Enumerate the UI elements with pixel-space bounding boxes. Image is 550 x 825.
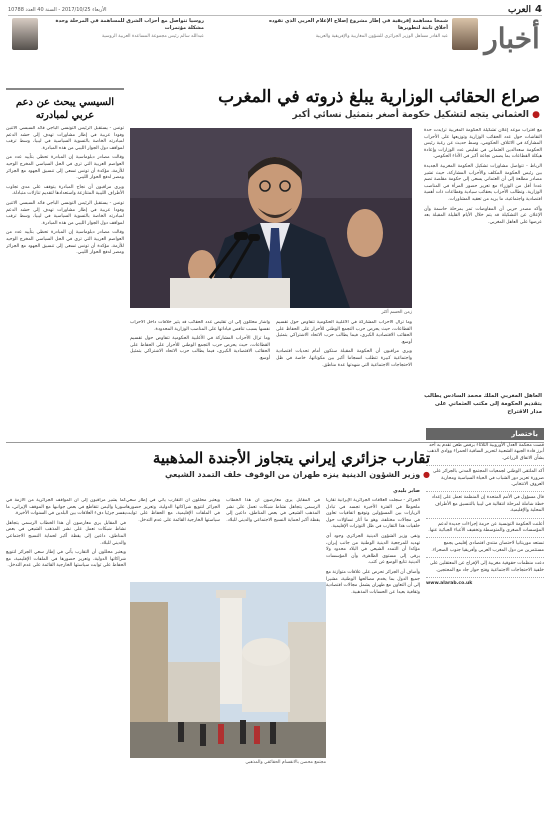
- brief-item[interactable]: دعت منظمات حقوقية مغربية إلى الإفراج عن المعتقلين على خلفية الاحتجاجات الاجتماعية وفتح حوار جاد مع المحتجين.: [426, 558, 544, 578]
- teaser-2[interactable]: [8, 18, 208, 50]
- story2-column-1: [326, 498, 420, 816]
- story2-paragraph: ويعتبر محللون أن التقارب يأتي في إطار سعي الجزائر لتنويع شراكاتها الدولية، وتعزيز حضورها في الملفات الإقليمية، مع الحفاظ على ثوابت سياستها الخارجية القائمة على عدم التدخل.: [126, 498, 220, 523]
- page-number: 4: [535, 4, 542, 15]
- brief-item[interactable]: قال مسؤول في الأمم المتحدة إن المنظمة تعمل على إعداد خطة شاملة لمرحلة انتقالية في ليبيا بالتنسيق مع الأطراف المحلية والإقليمية.: [426, 492, 544, 518]
- section-label: أخبار: [484, 22, 540, 55]
- story1-subhead: [150, 110, 540, 120]
- story1-photo: [130, 128, 412, 308]
- story2-paragraph: ويعتبر محللون أن التقارب يأتي في إطار سعي الجزائر لتنويع شراكاتها الدولية، وتعزيز حضورها في الملفات الإقليمية، مع الحفاظ على ثوابت سياستها الخارجية القائمة على عدم التدخل.: [6, 550, 126, 569]
- sidebar-paragraph: ويرى مراقبون أن نجاح المبادرة يتوقف على مدى تجاوب الأطراف الليبية المتنازعة واستعدادها لتقديم تنازلات متبادلة.: [6, 184, 124, 197]
- story1-paragraph: وأشار محللون إلى أن تقليص عدد الحقائب قد يثير خلافات داخل الأحزاب نفسها بسبب تنافس قياداتها على المناصب الوزارية المحدودة.: [130, 320, 270, 332]
- story2-paragraph: ونفى وزير الشؤون الدينية الجزائري وجود أي تهديد للمرجعية الدينية الوطنية من جانب إيران، مؤكدا أن التمدد الشيعي في البلاد محدود ولا يرقى إلى مستوى الظاهرة، وأن المؤسسات الدينية تتابع الوضع عن كثب.: [326, 533, 420, 566]
- teaser-1-sub: عبد القادر مساهل الوزير الجزائري للشؤون المغاربية والإفريقية والعربية: [315, 34, 448, 39]
- mosque-street-illustration: [130, 582, 326, 758]
- sidebar-headline[interactable]: السيسي يبحث عن دعم عربي لمبادرته: [15, 97, 115, 121]
- sidebar-paragraph: وقالت مصادر دبلوماسية إن المبادرة تحظى بتأييد عدد من العواصم العربية التي ترى في الحل السياسي المخرج الوحيد للأزمة، مؤكدة أن تونس تسعى إلى تنسيق الجهود مع الجزائر ومصر لدفع الحوار الليبي.: [6, 230, 124, 256]
- story1-paragraph: الرباط - تتواصل مشاورات تشكيل الحكومة المغربية الجديدة بين رئيس الحكومة المكلف والأحزاب المشاركة، حيث تشير مصادر مطلعة إلى أن العثماني يسعى إلى حكومة مقلصة تضم عددا أقل من الوزراء مع تعزيز حضور المرأة في المناصب الوزارية. وتطالب الأحزاب بحقائب سيادية وقطاعات ذات أهمية اقتصادية واجتماعية، ما يزيد من تعقيد المشاورات.: [424, 163, 542, 202]
- teaser-1[interactable]: [262, 18, 482, 50]
- story2-subhead-text: وزير الشؤون الدينية ينزه طهران من الوقوف خلف التمدد الشيعي: [164, 470, 421, 479]
- teaser-1-text: شمخا مساهمة إفريقية في إطار مشروع إصلاح الإعلام العربي الذي تقوده أخلاق ثابتة لتطويرها: [269, 18, 448, 31]
- teaser-2-sub: عبدالله سالم رئيس مجموعة المساعدة العربية الروسية: [101, 34, 204, 39]
- story2-column-3: [126, 498, 220, 578]
- story1-photo-caption: زمن الحسم أكثر: [381, 310, 412, 315]
- brand-name: العرب: [508, 4, 532, 15]
- story2-paragraph: في المقابل يرى معارضون أن هذا الخطاب الرسمي يتجاهل نشاط شبكات تعمل على نشر المذهب الشيعي في بعض المناطق، داعين إلى يقظة أكبر لحماية النسيج الاجتماعي والديني للبلاد.: [226, 498, 320, 523]
- teaser-1-portrait: [452, 18, 478, 50]
- sidebar-paragraph: وقالت مصادر دبلوماسية إن المبادرة تحظى بتأييد عدد من العواصم العربية التي ترى في الحل السياسي المخرج الوحيد للأزمة، مؤكدة أن تونس تسعى إلى تنسيق الجهود مع الجزائر ومصر لدفع الحوار الليبي.: [6, 155, 124, 181]
- sidebar-story: [6, 88, 124, 440]
- story2-photo: [130, 582, 326, 758]
- story2-headline[interactable]: تقارب جزائري إيراني يتجاوز الأجندة المذهبية: [152, 449, 430, 467]
- bullet-icon: ●: [420, 470, 430, 479]
- story2-byline: صابر بليدي: [393, 488, 420, 494]
- story1-subhead-text: العثماني يتجه لتشكيل حكومة أصغر بتمثيل نسائي أكبر: [292, 110, 529, 120]
- masthead-bar: [8, 4, 542, 16]
- bullet-icon: ●: [529, 110, 540, 120]
- brief-item[interactable]: تستعد موريتانيا لاحتضان منتدى اقتصادي إقليمي يجمع مستثمرين من دول المغرب العربي وأفريقيا جنوب الصحراء.: [426, 538, 544, 558]
- story1-quote: العاهل المغربي الملك محمد السادس يطالب بتقديم الحكومة إلى مكتب العثماني على مدار الاقتراح: [424, 393, 542, 415]
- story1-column-right: [424, 128, 542, 430]
- sidebar-paragraph: تونس - يستقبل الرئيس التونسي الباجي قائد السبسي الاثنين وفودا عربية في إطار مشاورات تهدف إلى حشد الدعم لمبادرته الخاصة بالتسوية السياسية في ليبيا، وسط ترقب لمواقف دول الجوار الليبي من هذه المبادرة.: [6, 126, 124, 151]
- dateline: الأربعاء 2017/10/25 - السنة 40 العدد 10788: [8, 6, 107, 13]
- story1-headline[interactable]: صراع الحقائب الوزارية يبلغ ذروته في المغرب: [218, 87, 540, 107]
- briefs-column: [426, 428, 544, 816]
- briefs-header: باختصار: [426, 428, 544, 440]
- story2-paragraph: وأضاف أن الجزائر تحرص على علاقات متوازنة مع جميع الدول بما يخدم مصالحها الوطنية، مشيرا إلى أن التعاون مع طهران يشمل مجالات اقتصادية وثقافية بعيدا عن الحسابات المذهبية.: [326, 569, 420, 595]
- teaser-2-portrait: [12, 18, 38, 50]
- story1-paragraph: ويرى مراقبون أن الحكومة المقبلة ستكون أمام تحديات اقتصادية واجتماعية كبيرة تتطلب انسجاما أكبر بين مكوناتها، خاصة في ظل الاحتجاجات الاجتماعية التي شهدتها عدة مناطق.: [276, 349, 412, 368]
- story1-paragraph: مع اقتراب موعد إعلان تشكيلة الحكومة المغربية تزايدت حدة النقاشات حول عدد الحقائب الوزارية وتوزيعها على الأحزاب المشاركة في الائتلاف الحكومي، وسط حديث عن رغبة رئيس الحكومة سعدالدين العثماني في تقليص عدد الوزارات وإعادة هيكلة القطاعات بما يضمن نجاعة أكبر في الأداء الحكومي.: [424, 128, 542, 160]
- story2-paragraph: الجزائر - سجلت العلاقات الجزائرية الإيرانية تقاربا ملحوظا في الفترة الأخيرة تجسد في تبادل الزيارات بين المسؤولين وتوقيع اتفاقيات تعاون في مجالات مختلفة، وهو ما أثار تساؤلات حول خلفيات هذا التقارب في ظل التوترات الإقليمية.: [326, 498, 420, 530]
- story1-paragraph: وأكد مصدر حزبي أن المفاوضات تمر بمرحلة حاسمة وأن الإعلان عن التشكيلة قد يتم خلال الأيام القليلة المقبلة بعد عرضها على العاهل المغربي.: [424, 206, 542, 225]
- brief-item[interactable]: قضت محكمة العدل الأوروبية الثلاثاء برفض طعن تقدم به أحد أبرز قادة الجبهة الشعبية لتحرير الساقية الحمراء ووادي الذهب بشأن الاتفاق الزراعي.: [426, 440, 544, 466]
- masthead-brand: [508, 4, 542, 15]
- story2-subhead: [110, 470, 430, 479]
- story2-column-2: [226, 498, 320, 578]
- story1-column-middle-right: [276, 320, 412, 438]
- teaser-2-text: روسيا تتواصل مع أحزاب الشرق للمساهمة في المرحلة وحدة مشكلة مؤتمرات: [55, 18, 204, 31]
- story1-paragraph: وما تزال الأحزاب المشاركة في الأغلبية الحكومية تتفاوض حول تقسيم القطاعات، حيث يحرص حزب التجمع الوطني للأحرار على الحفاظ على الحقائب الاقتصادية الكبرى، فيما يطالب حزب الاتحاد الاشتراكي بتمثيل أوسع.: [130, 336, 270, 361]
- website-link[interactable]: www.alarab.co.uk: [426, 581, 473, 587]
- story2-paragraph: في المقابل يرى معارضون أن هذا الخطاب الرسمي يتجاهل نشاط شبكات تعمل على نشر المذهب الشيعي في بعض المناطق، داعين إلى يقظة أكبر لحماية النسيج الاجتماعي والديني للبلاد.: [6, 520, 126, 546]
- sidebar-body: [6, 126, 124, 444]
- story1-paragraph: وما تزال الأحزاب المشاركة في الأغلبية الحكومية تتفاوض حول تقسيم القطاعات، حيث يحرص حزب التجمع الوطني للأحرار على الحفاظ على الحقائب الاقتصادية الكبرى، فيما يطالب حزب الاتحاد الاشتراكي بتمثيل أوسع.: [276, 320, 412, 345]
- brief-item[interactable]: أعلنت الحكومة التونسية عن حزمة إجراءات جديدة لدعم المؤسسات الصغرى والمتوسطة وتخفيف الأعباء الجبائية عنها.: [426, 519, 544, 539]
- story2-photo-caption: مجتمع محصن بالانقسام الحقائقي والمذهبي: [245, 760, 326, 765]
- story1-column-middle-left: [130, 320, 270, 438]
- header-strip: [8, 18, 542, 80]
- story2-column-4: [6, 498, 126, 816]
- story2-paragraph: كما يشير مراقبون إلى أن المواقف الجزائرية من الأزمة في سوريا واليمن تتقاطع في بعض جوانبها مع الموقف الإيراني، ما يفسر جزئيا دفء العلاقات بين البلدين في السنوات الأخيرة.: [6, 498, 126, 517]
- sidebar-paragraph: تونس - يستقبل الرئيس التونسي الباجي قائد السبسي الاثنين وفودا عربية في إطار مشاورات تهدف إلى حشد الدعم لمبادرته الخاصة بالتسوية السياسية في ليبيا، وسط ترقب لمواقف دول الجوار الليبي من هذه المبادرة.: [6, 200, 124, 226]
- brief-item[interactable]: أكد الملتقى الوطني لجمعيات المجتمع المدني بالجزائر على ضرورة تعزيز دور الشباب في الحياة السياسية ومحاربة العزوف الانتخابي.: [426, 466, 544, 492]
- speaker-illustration: [130, 128, 412, 308]
